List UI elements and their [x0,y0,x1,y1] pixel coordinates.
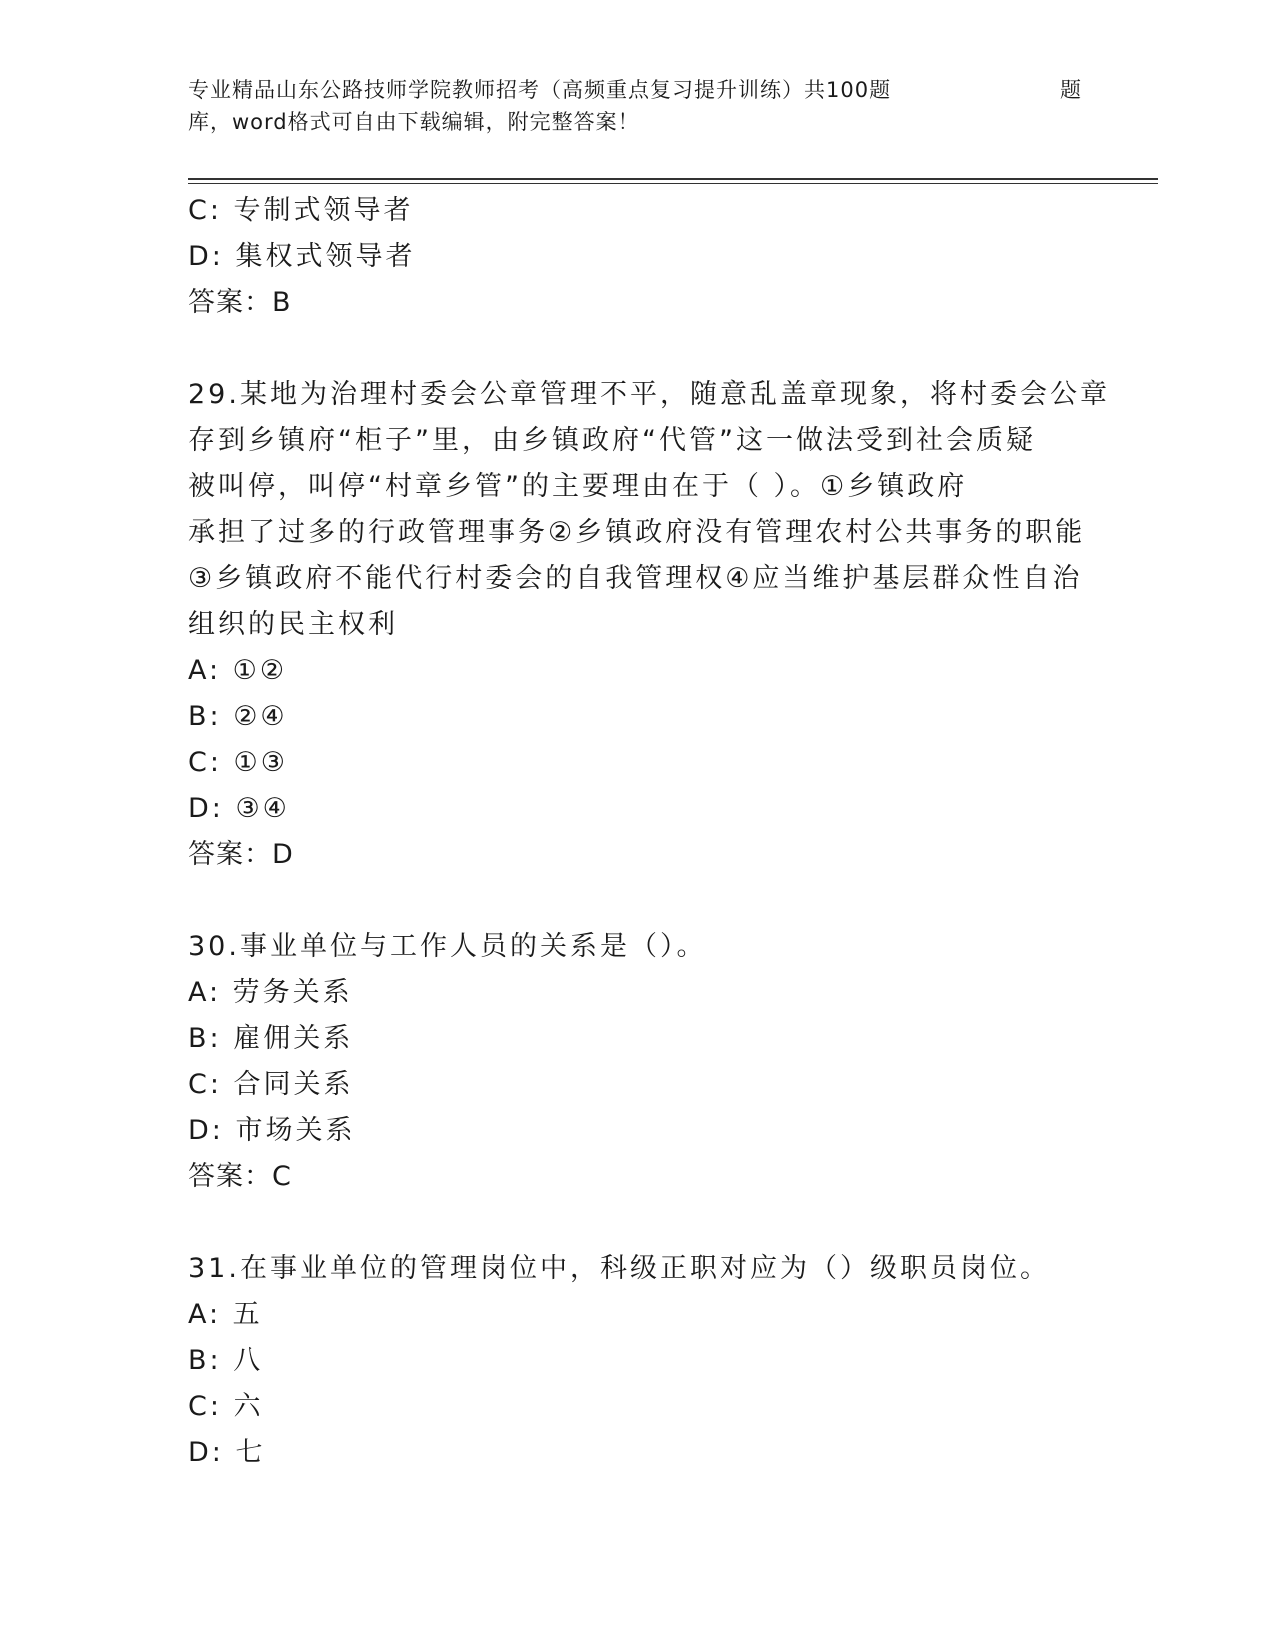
answer-line: 答案：C [188,1161,292,1192]
option-line: A: 劳务关系 [188,977,353,1008]
option-line: C: 专制式领导者 [188,195,414,226]
header-title-line-2: 库，word格式可自由下载编辑，附完整答案！ [188,110,640,134]
option-line: A: ①② [188,655,288,686]
question-line: ③乡镇政府不能代行村委会的自我管理权④应当维护基层群众性自治 [188,563,1083,594]
option-line: B: 雇佣关系 [188,1023,354,1054]
spacer [188,878,1088,924]
option-line: D: 集权式领导者 [188,241,416,272]
option-line: C: 六 [188,1391,264,1422]
question-line: 29.某地为治理村委会公章管理不平，随意乱盖章现象，将村委会公章 [188,379,1110,410]
option-line: A: 五 [188,1299,263,1330]
answer-line: 答案：D [188,839,294,870]
option-line: C: 合同关系 [188,1069,354,1100]
option-line: C: ①③ [188,747,288,778]
option-line: B: 八 [188,1345,264,1376]
header-title-line-1 [188,74,1088,106]
header-title-overflow: 题 [1060,78,1082,102]
header-divider-thin [188,183,1158,184]
question-line: 存到乡镇府“柜子”里，由乡镇政府“代管”这一做法受到社会质疑 [188,425,1036,456]
header-title-text: 专业精品山东公路技师学院教师招考（高频重点复习提升训练）共100题 [188,78,892,102]
option-line: D: ③④ [188,793,290,824]
spacer [188,326,1088,372]
question-content [188,188,1110,1476]
document-header [188,74,1088,138]
question-line: 被叫停，叫停“村章乡管”的主要理由在于（ ）。①乡镇政府 [188,471,968,502]
question-line: 30.事业单位与工作人员的关系是（）。 [188,931,707,962]
header-divider-thick [188,178,1158,180]
question-line: 承担了过多的行政管理事务②乡镇政府没有管理农村公共事务的职能 [188,517,1086,548]
question-line: 31.在事业单位的管理岗位中，科级正职对应为（）级职员岗位。 [188,1253,1050,1284]
option-line: D: 七 [188,1437,266,1468]
option-line: D: 市场关系 [188,1115,356,1146]
answer-line: 答案：B [188,287,292,318]
spacer [188,1200,1088,1246]
option-line: B: ②④ [188,701,288,732]
question-line: 组织的民主权利 [188,609,398,640]
